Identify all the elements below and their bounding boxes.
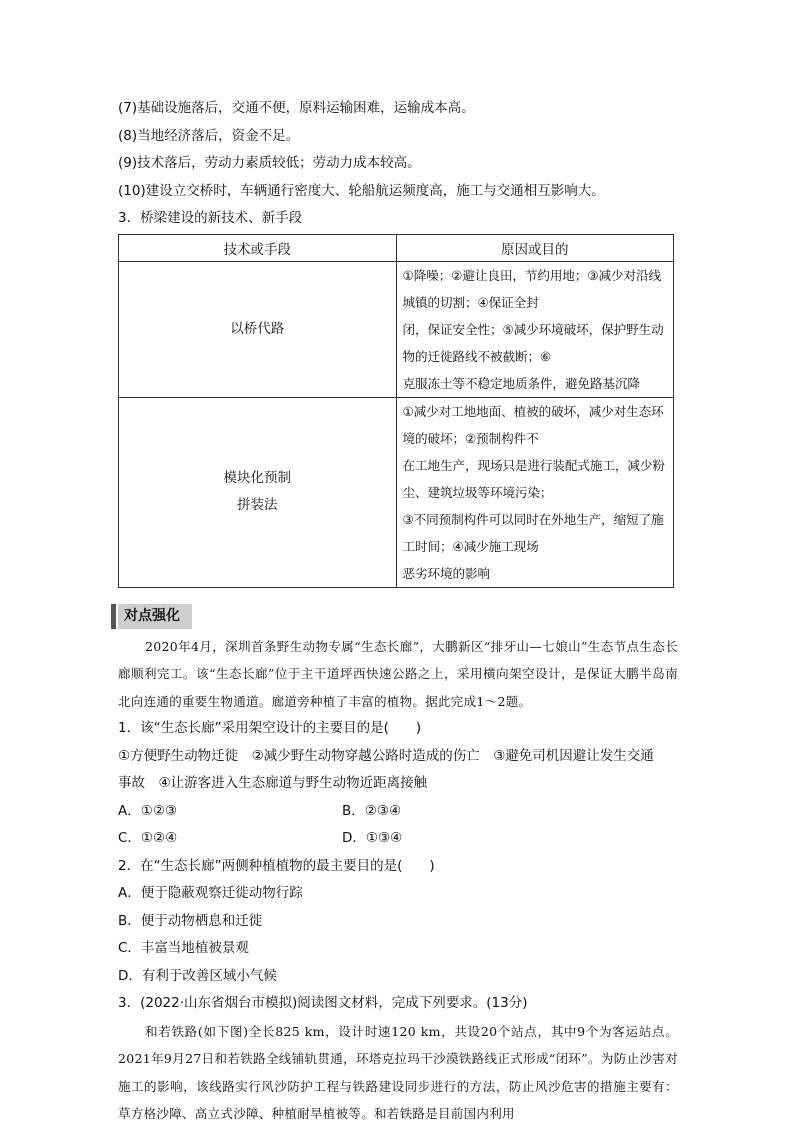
question-1-options-row <box>118 825 678 853</box>
table-header-reason: 原因或目的 <box>396 234 674 261</box>
method-line: 以桥代路 <box>230 320 285 337</box>
table-row <box>119 397 674 587</box>
table-cell-reason <box>396 261 674 397</box>
section-3-title: 3．桥梁建设的新技术、新手段 <box>118 210 303 226</box>
reason-line: ①减少对工地地面、植被的破坏，减少对生态环境的破坏；②预制构件不 <box>402 403 664 446</box>
intro-item-10: (10)建设立交桥时，车辆通行密度大、轮船航运频度高，施工与交通相互影响大。 <box>118 182 605 199</box>
table-header-method: 技术或手段 <box>119 234 397 261</box>
page-content <box>118 95 678 1128</box>
table-cell-reason <box>396 397 674 587</box>
method-line: 模块化预制 <box>223 470 291 486</box>
option-b: B．②③④ <box>342 802 402 819</box>
option-a: A．①②③ <box>118 802 178 819</box>
practice-section-header: 对点强化 <box>118 604 192 629</box>
table-row <box>119 261 674 397</box>
question-3-stem: 3．(2022·山东省烟台市模拟)阅读图文材料，完成下列要求。(13分) <box>118 995 528 1011</box>
reason-line: 克服冻土等不稳定地质条件，避免路基沉降 <box>402 375 640 391</box>
question-1-items-cont: 事故 ④让游客进入生态廊道与野生动物近距离接触 <box>118 775 428 791</box>
reason-line: ①降噪；②避让良田，节约用地；③减少对沿线城镇的切割；④保证全封 <box>402 267 661 310</box>
intro-item-7: (7)基础设施落后，交通不便，原料运输困难，运输成本高。 <box>118 100 475 116</box>
table-cell-method <box>119 261 397 397</box>
method-line: 拼装法 <box>237 497 278 513</box>
table-header-row <box>119 234 674 261</box>
bridge-tech-table <box>118 234 674 588</box>
reason-line: ③不同预制构件可以同时在外地生产，缩短了施工时间；④减少施工现场 <box>402 511 664 554</box>
reason-line: 在工地生产，现场只是进行装配式施工，减少粉尘、建筑垃圾等环境污染； <box>402 457 665 500</box>
question-2-stem: 2．在“生态长廊”两侧种植植物的最主要目的是( ) <box>118 857 435 874</box>
reason-line: 闭，保证安全性；⑤减少环境破坏，保护野生动物的迁徙路线不被截断；⑥ <box>402 321 664 364</box>
question-1-items: ①方便野生动物迁徙 ②减少野生动物穿越公路时造成的伤亡 ③避免司机因避让发生交通 <box>118 747 654 764</box>
reason-line: 恶劣环境的影响 <box>402 565 490 581</box>
option-d: D．①③④ <box>342 830 403 846</box>
question-1-stem: 1．该“生态长廊”采用架空设计的主要目的是( ) <box>118 720 422 736</box>
intro-item-9: (9)技术落后，劳动力素质较低；劳动力成本较高。 <box>118 155 421 171</box>
option-d: D．有利于改善区域小气候 <box>118 967 277 984</box>
table-cell-method <box>119 397 397 587</box>
option-a: A．便于隐蔽观察迁徙动物行踪 <box>118 885 303 901</box>
option-c: C．①②④ <box>118 830 178 846</box>
intro-item-8: (8)当地经济落后，资金不足。 <box>118 127 300 144</box>
passage-herou-railway: 和若铁路(如下图)全长825 km，设计时速120 km，共设20个站点，其中9个为客运站点。2021年9月27日和若铁路全线铺轨贯通，环塔克拉玛干沙漠铁路线正式形成“闭环”。为防止沙害对施工的影响，该线路实行风沙防护工程与铁路建设同步进行的方法，防止风沙危害的措施主要有：草方格沙障、高立式沙障、种植耐旱植被等。和若铁路是目前国内利用 <box>118 1023 678 1121</box>
question-1-options-row <box>118 798 678 826</box>
option-b: B．便于动物栖息和迁徙 <box>118 912 263 929</box>
option-c: C．丰富当地植被景观 <box>118 940 249 956</box>
passage-ecological-corridor: 2020年4月，深圳首条野生动物专属“生态长廊”，大鹏新区“排牙山—七娘山”生态节点生态长廊顺利完工。该“生态长廊”位于主干道坪西快速公路之上，采用横向架空设计，是保证大鹏半岛南北向连通的重要生物通道。廊道旁种植了丰富的植物。据此完成1～2题。 <box>118 638 678 709</box>
